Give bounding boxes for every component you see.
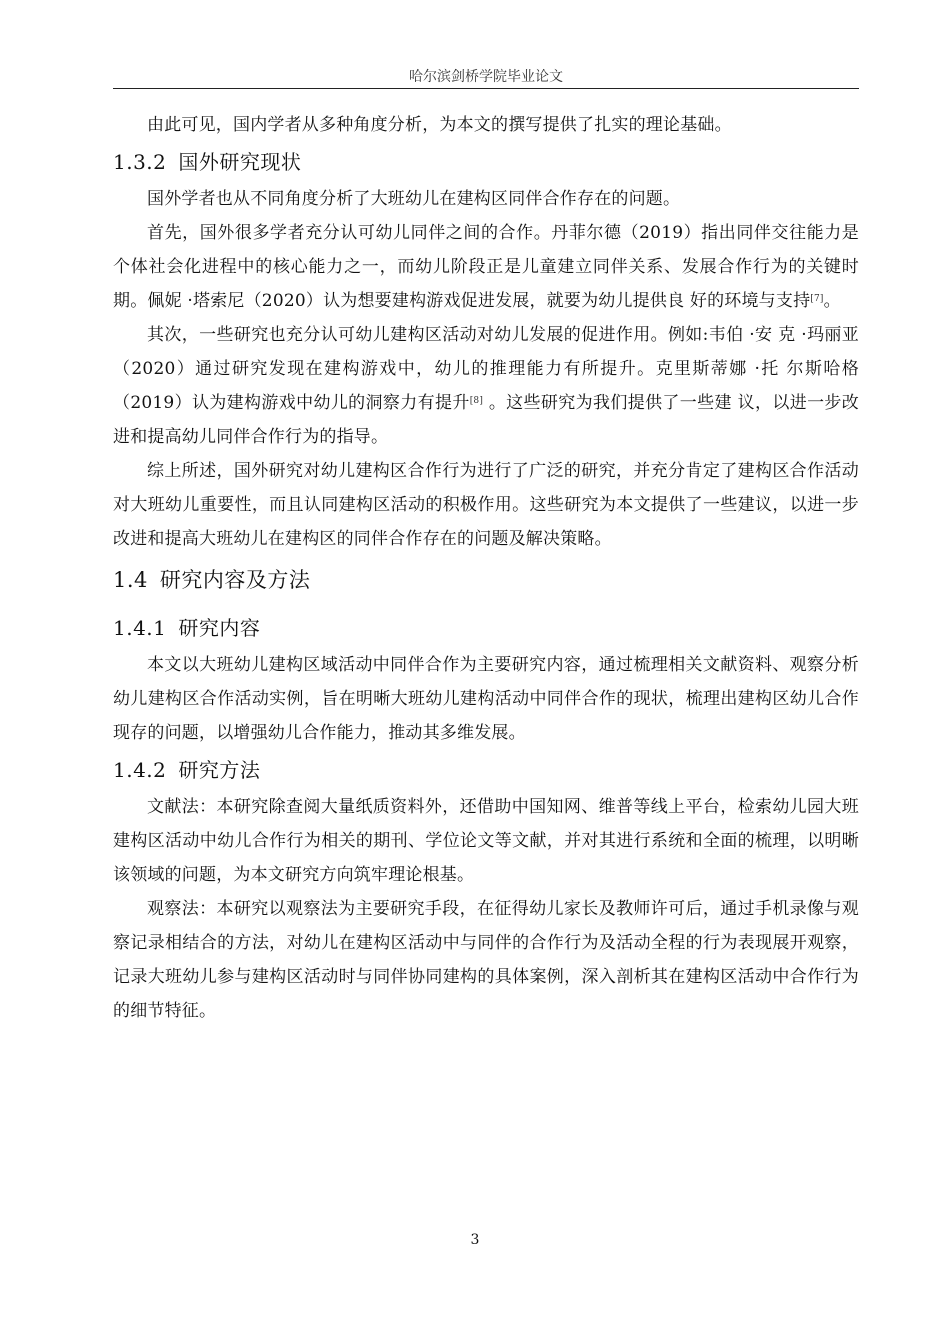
section-number: 1.4.1	[113, 616, 167, 640]
paragraph-text: 其次，一些研究也充分认可幼儿建构区活动对幼儿发展的促进作用。例如:韦伯 ·安 克 ·玛丽亚（2020）通过研究发现在建构游戏中，幼儿的推理能力有所提升。克里斯蒂娜 ·托 尔斯哈格（2019）认为建构游戏中幼儿的洞察力有提升	[113, 325, 859, 413]
intro-paragraph: 由此可见，国内学者从多种角度分析，为本文的撰写提供了扎实的理论基础。	[147, 115, 732, 135]
paragraph-text: 。	[823, 291, 841, 311]
paragraph: 文献法：本研究除查阅大量纸质资料外，还借助中国知网、维普等线上平台，检索幼儿园大班建构区活动中幼儿合作行为相关的期刊、学位论文等文献，并对其进行系统和全面的梳理，以明晰该领域的问题，为本文研究方向筑牢理论根基。	[113, 797, 859, 885]
paragraph	[113, 318, 859, 454]
citation-ref: [8]	[469, 396, 484, 406]
citation-ref: [7]	[810, 294, 824, 304]
paragraph-text: 。这些研究为我们提供了一些建 议，以进一步改进和提高幼儿同伴合作行为的指导。	[113, 393, 859, 447]
paragraph: 综上所述，国外研究对幼儿建构区合作行为进行了广泛的研究，并充分肯定了建构区合作活动对大班幼儿重要性，而且认同建构区活动的积极作用。这些研究为本文提供了一些建议，以进一步改进和提高大班幼儿在建构区的同伴合作存在的问题及解决策略。	[113, 461, 859, 549]
paragraph-text: 首先，国外很多学者充分认可幼儿同伴之间的合作。丹菲尔德（2019）指出同伴交往能力是个体社会化进程中的核心能力之一，而幼儿阶段正是儿童建立同伴关系、发展合作行为的关键时期。佩妮 ·塔索尼（2020）认为想要建构游戏促进发展，就要为幼儿提供良 好的环境与支持	[113, 223, 859, 311]
paragraph	[113, 216, 859, 318]
paragraph: 国外学者也从不同角度分析了大班幼儿在建构区同伴合作存在的问题。	[147, 189, 681, 209]
header-divider	[113, 88, 859, 89]
section-number: 1.3.2	[113, 150, 167, 174]
section-title: 研究方法	[178, 758, 261, 782]
section-number: 1.4	[113, 568, 148, 592]
section-title: 研究内容	[178, 616, 261, 640]
document-body	[113, 108, 859, 1028]
section-heading-1-4-1	[113, 608, 859, 648]
page-header: 哈尔滨剑桥学院毕业论文	[409, 69, 563, 85]
section-heading-1-4-2	[113, 750, 859, 790]
section-heading-1-3-2	[113, 142, 859, 182]
paragraph: 观察法：本研究以观察法为主要研究手段，在征得幼儿家长及教师许可后，通过手机录像与观察记录相结合的方法，对幼儿在建构区活动中与同伴的合作行为及活动全程的行为表现展开观察，记录大班幼儿参与建构区活动时与同伴协同建构的具体案例，深入剖析其在建构区活动中合作行为的细节特征。	[113, 899, 859, 1021]
section-number: 1.4.2	[113, 758, 167, 782]
section-title: 研究内容及方法	[159, 568, 311, 592]
page-number: 3	[470, 1232, 480, 1248]
section-title: 国外研究现状	[178, 150, 302, 174]
paragraph: 本文以大班幼儿建构区域活动中同伴合作为主要研究内容，通过梳理相关文献资料、观察分析幼儿建构区合作活动实例，旨在明晰大班幼儿建构活动中同伴合作的现状，梳理出建构区幼儿合作现存的问题，以增强幼儿合作能力，推动其多维发展。	[113, 655, 859, 743]
section-heading-1-4	[113, 558, 859, 602]
